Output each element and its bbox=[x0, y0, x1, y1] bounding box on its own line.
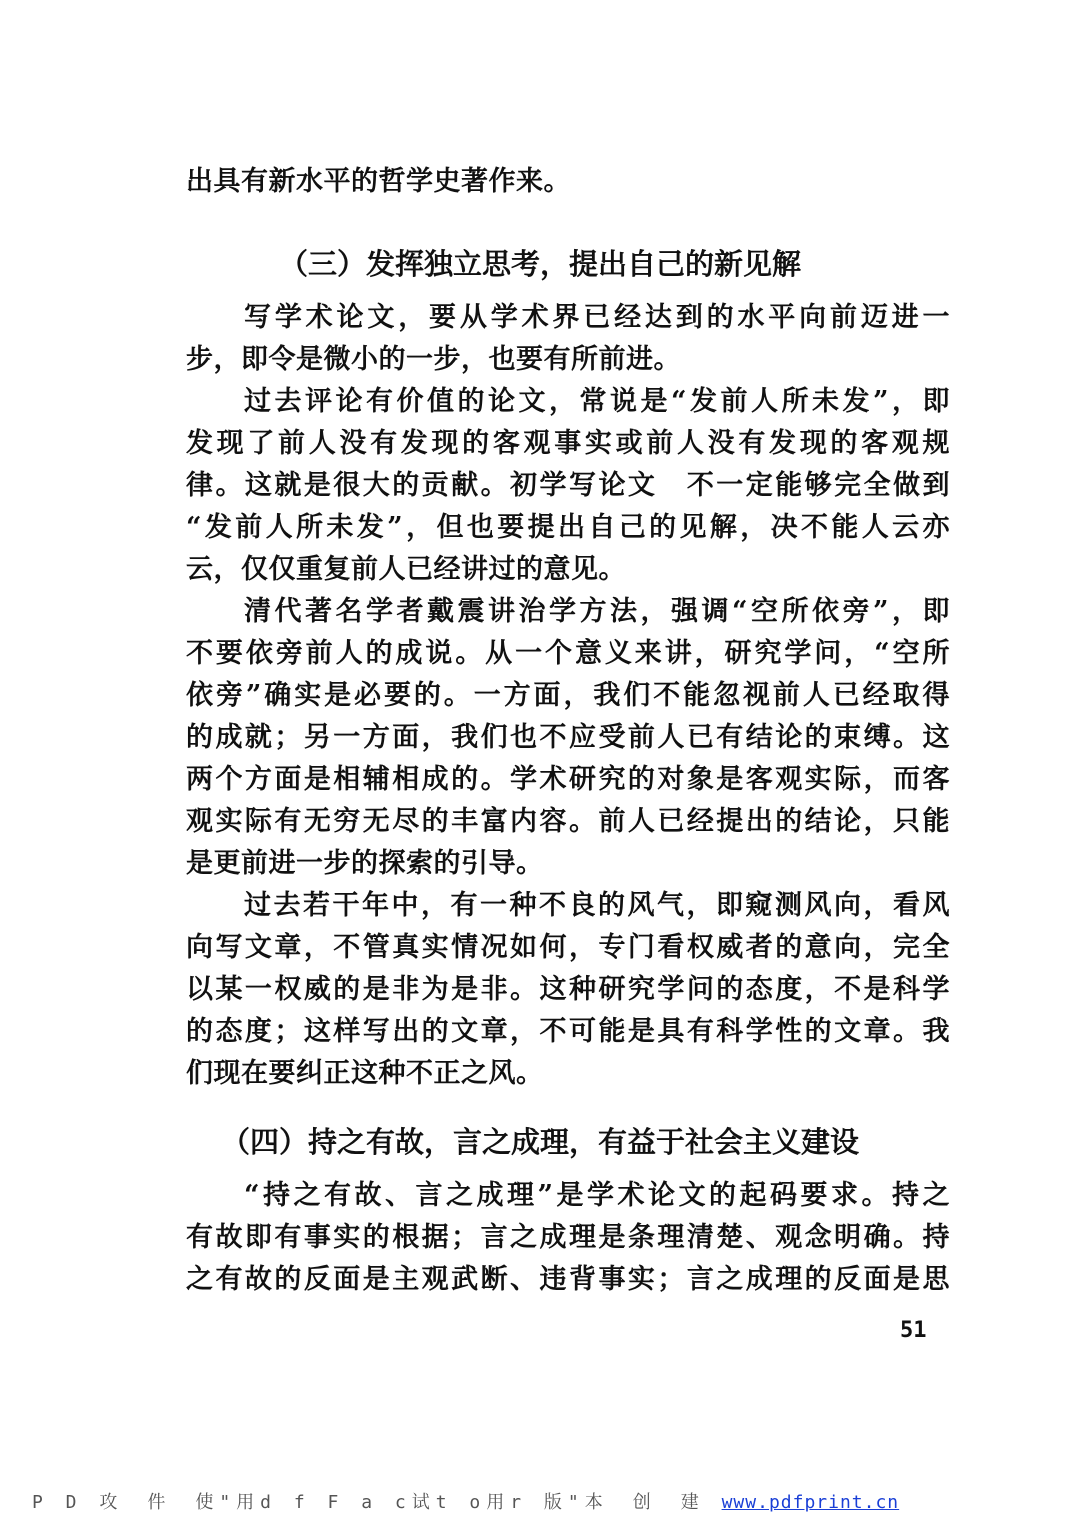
paragraph-line: 两个方面是相辅相成的。学术研究的对象是客观实际，而客 bbox=[186, 764, 950, 795]
watermark-link[interactable]: www.pdfprint.cn bbox=[721, 1492, 900, 1513]
paragraph-line: 之有故的反面是主观武断、违背事实；言之成理的反面是思 bbox=[186, 1264, 950, 1295]
paragraph-line: 的态度；这样写出的文章，不可能是具有科学性的文章。我 bbox=[186, 1016, 950, 1047]
paragraph-line: 出具有新水平的哲学史著作来。 bbox=[186, 166, 571, 197]
watermark-text: P D 攻 件 使"用d f F a c试t o用r 版"本 创 建 bbox=[32, 1492, 705, 1513]
paragraph-line: 写学术论文，要从学术界已经达到的水平向前迈进一 bbox=[244, 302, 950, 333]
paragraph-line: 发现了前人没有发现的客观事实或前人没有发现的客观规 bbox=[186, 428, 950, 459]
paragraph-line: “持之有故、言之成理”是学术论文的起码要求。持之 bbox=[244, 1180, 950, 1211]
paragraph-line: 观实际有无穷无尽的丰富内容。前人已经提出的结论，只能 bbox=[186, 806, 950, 837]
page-number: 51 bbox=[900, 1318, 927, 1343]
pdf-watermark-footer bbox=[32, 1488, 899, 1514]
section-heading-4: （四）持之有故，言之成理，有益于社会主义建设 bbox=[220, 1125, 859, 1159]
paragraph-line: 们现在要纠正这种不正之风。 bbox=[186, 1058, 544, 1089]
paragraph-line: 过去若干年中，有一种不良的风气，即窥测风向，看风 bbox=[244, 890, 950, 921]
paragraph-line: 步，即令是微小的一步，也要有所前进。 bbox=[186, 344, 681, 375]
paragraph-line: 律。这就是很大的贡献。初学写论文 不一定能够完全做到 bbox=[186, 470, 950, 501]
paragraph-line: 的成就；另一方面，我们也不应受前人已有结论的束缚。这 bbox=[186, 722, 950, 753]
paragraph-line: 以某一权威的是非为是非。这种研究学问的态度，不是科学 bbox=[186, 974, 950, 1005]
paragraph-line: 依旁”确实是必要的。一方面，我们不能忽视前人已经取得 bbox=[186, 680, 950, 711]
paragraph-line: 不要依旁前人的成说。从一个意义来讲，研究学问，“空所 bbox=[186, 638, 950, 669]
paragraph-line: 清代著名学者戴震讲治学方法，强调“空所依旁”，即 bbox=[244, 596, 950, 627]
section-heading-3: （三）发挥独立思考，提出自己的新见解 bbox=[278, 247, 801, 281]
paragraph-line: 向写文章，不管真实情况如何，专门看权威者的意向，完全 bbox=[186, 932, 950, 963]
paragraph-line: 有故即有事实的根据；言之成理是条理清楚、观念明确。持 bbox=[186, 1222, 950, 1253]
paragraph-line: “发前人所未发”，但也要提出自己的见解，决不能人云亦 bbox=[186, 512, 950, 543]
paragraph-line: 过去评论有价值的论文，常说是“发前人所未发”，即 bbox=[244, 386, 950, 417]
paragraph-line: 云，仅仅重复前人已经讲过的意见。 bbox=[186, 554, 626, 585]
paragraph-line: 是更前进一步的探索的引导。 bbox=[186, 848, 544, 879]
